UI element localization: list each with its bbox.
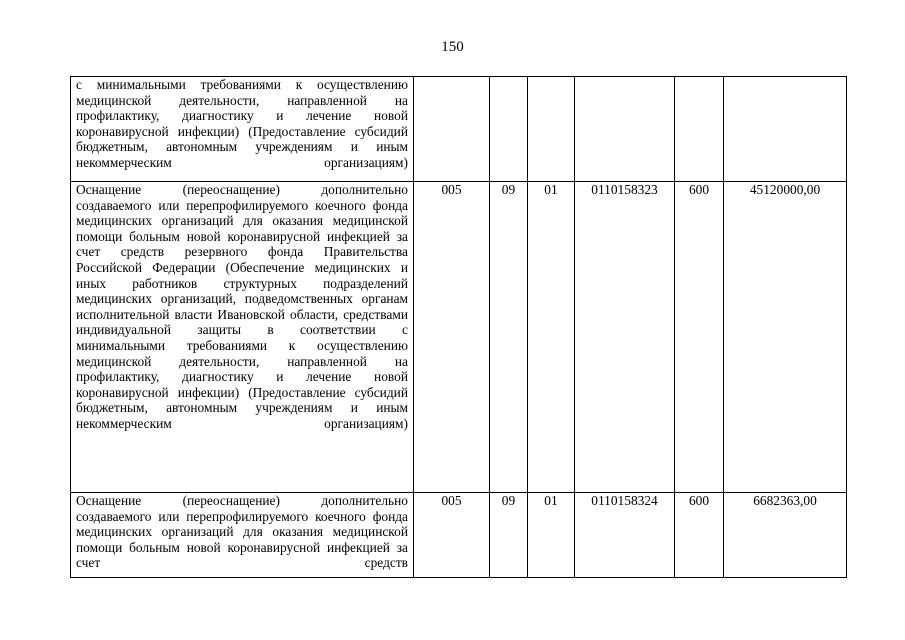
- expense-type-cell: [675, 77, 724, 182]
- section-code-cell: 09: [490, 182, 528, 493]
- ministry-code-cell: 005: [414, 493, 490, 578]
- amount-cell: 6682363,00: [724, 493, 847, 578]
- table-row: [71, 493, 847, 578]
- table-row: [71, 182, 847, 493]
- row-description-cell: [71, 493, 414, 578]
- subsection-code-cell: 01: [528, 493, 575, 578]
- amount-cell: [724, 77, 847, 182]
- table-row: [71, 77, 847, 182]
- target-code-cell: 0110158324: [575, 493, 675, 578]
- budget-table: [70, 76, 847, 578]
- page-number: 150: [441, 39, 464, 55]
- amount-cell: 45120000,00: [724, 182, 847, 493]
- ministry-code-cell: [414, 77, 490, 182]
- target-code-cell: [575, 77, 675, 182]
- row-description: Оснащение (переоснащение) дополнительно создаваемого или перепрофилируемого коечного фонда медицинских организаций для оказания медицинской помощи больным новой коронавирусной инфекцией за счет средств: [76, 493, 408, 571]
- subsection-code-cell: 01: [528, 182, 575, 493]
- row-description-cell: [71, 77, 414, 182]
- ministry-code-cell: 005: [414, 182, 490, 493]
- target-code-cell: 0110158323: [575, 182, 675, 493]
- subsection-code-cell: [528, 77, 575, 182]
- row-description: Оснащение (переоснащение) дополнительно создаваемого или перепрофилируемого коечного фонда медицинских организаций для оказания медицинской помощи больным новой коронавирусной инфекцией за счет средств резервного фонда Правительства Российской Федерации (Обеспечение медицинских и иных работников структурных подразделений медицинских организаций, подведомственных органам исполнительной власти Ивановской области, средствами индивидуальной защиты в соответствии с минимальными требованиями к осуществлению медицинской деятельности, направленной на профилактику, диагностику и лечение новой коронавирусной инфекции) (Предоставление субсидий бюджетным, автономным учреждениям и иным некоммерческим организациям): [76, 182, 408, 431]
- row-description: с минимальными требованиями к осуществлению медицинской деятельности, направленной на профилактику, диагностику и лечение новой коронавирусной инфекции) (Предоставление субсидий бюджетным, автономным учреждениям и иным некоммерческим организациям): [76, 77, 408, 170]
- expense-type-cell: 600: [675, 182, 724, 493]
- expense-type-cell: 600: [675, 493, 724, 578]
- section-code-cell: 09: [490, 493, 528, 578]
- row-description-cell: [71, 182, 414, 493]
- section-code-cell: [490, 77, 528, 182]
